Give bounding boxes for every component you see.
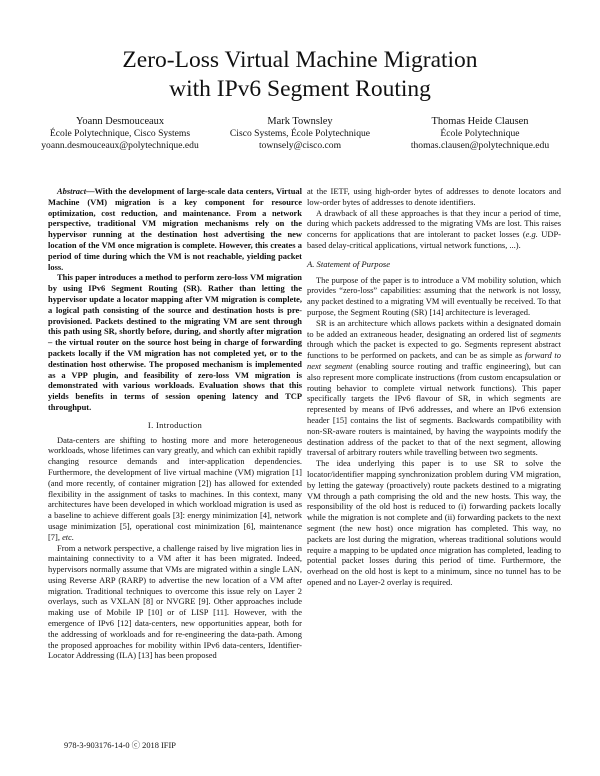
author-affiliation: Cisco Systems, École Polytechnique xyxy=(229,128,371,139)
abstract-paragraph-1 xyxy=(48,186,302,272)
right-paragraph-0: at the IETF, using high-order bytes of addresses to denote locators and low-order bytes of addresses to denote identifiers. xyxy=(307,186,561,207)
abstract xyxy=(48,186,302,413)
intro-paragraph-1 xyxy=(48,435,302,543)
left-column xyxy=(48,186,302,661)
subsection-heading: A. Statement of Purpose xyxy=(307,258,391,269)
right-paragraph-3 xyxy=(307,318,561,458)
abstract-paragraph-2: This paper introduces a method to perform zero-loss VM migration by using IPv6 Segment Routing (SR). Rather than letting the hypervisor update a locator mapping after VM migration is complete, a logical path consisting of the source and destination hosts is pre-provisioned. Packets destined to the migrating VM are sent through this path using SR, shortly before, during, and shortly after migration – the virtual router on the source host being in charge of forwarding packets locally if the VM migration has not completed yet, or to the destination host otherwise. The proposed mechanism is implemented as a VPP plugin, and feasibility of zero-loss VM migration is demonstrated with various workloads. Evaluation shows that this yields benefits in terms of session opening latency and TCP throughput. xyxy=(48,272,302,412)
right-forward: forward to next segment xyxy=(307,350,561,371)
title-line-1: Zero-Loss Virtual Machine Migration xyxy=(122,47,478,73)
author-3 xyxy=(390,116,570,152)
author-name: Thomas Heide Clausen xyxy=(431,116,529,127)
author-block xyxy=(30,116,570,152)
author-name: Yoann Desmouceaux xyxy=(75,116,165,127)
right-text-3b: through which the packet is expected to go. Segments represent abstract functions to be performed on packets, and can be as simple as xyxy=(307,339,561,361)
section-heading-introduction: I. Introduction xyxy=(147,419,203,430)
author-1 xyxy=(30,116,210,152)
author-affiliation: École Polytechnique xyxy=(440,128,520,139)
author-name: Mark Townsley xyxy=(267,116,333,127)
abstract-lead: Abstract xyxy=(57,186,87,196)
intro-paragraph-2: From a network perspective, a challenge raised by live migration lies in maintaining connectivity to a VM after it has been migrated. Indeed, hypervisors normally assume that VMs are migrated within a single LAN, using Reverse ARP (RARP) to advertise the new location of a VM after migration. Traditional techniques to overcome this issue rely on Layer 2 overlays, such as VXLAN [8] or NVGRE [9]. Other approaches include making use of Mobile IP [10] or of LISP [11]. However, with the emergence of IPv6 [12] data-centers, new opportunities appear, both for the addressing of workloads and for re-engineering the data-path. Among the proposed approaches for mobility within IPv6 data-centers, Identifier-Locator Addressing (ILA) [13] has been proposed xyxy=(48,542,302,661)
author-2 xyxy=(210,116,390,152)
right-eg: e.g. xyxy=(525,229,538,240)
right-text-1b: UDP-based delay-critical applications, virtual network functions, ...). xyxy=(307,229,561,250)
intro-etc: etc. xyxy=(62,531,75,542)
author-email: townsely@cisco.com xyxy=(258,140,342,151)
right-paragraph-4 xyxy=(307,458,561,588)
right-column xyxy=(307,186,561,588)
right-once: once xyxy=(420,544,437,555)
right-text-1a: A drawback of all these approaches is that they incur a period of time, during which packets addressed to the migrating VMs are lost. This raises concerns for applications that are intolerant to packet losses ( xyxy=(307,207,561,240)
author-email: thomas.clausen@polytechnique.edu xyxy=(410,140,550,151)
intro-text-1: Data-centers are shifting to hosting more and more heterogeneous workloads, whose lifetimes can vary greatly, and which can exhibit rapidly changing resource demands and inter-application dependencies. Furthermore, the development of live virtual machine (VM) migration [1] (and more recently, of container migration [2]) has allowed for extended flexibility in the assignment of tasks to machines. In this context, many architectures have been developed in which workload migration is used as a baseline to achieve different goals [3]: energy minimization [4], network usage minimization [5], operational cost minimization [6], maintenance [7], xyxy=(48,434,302,542)
right-paragraph-1 xyxy=(307,208,561,251)
right-text-3c: (enabling source routing and traffic engineering), but can also represent more complicate instructions (from custom encapsulation or routing behavior to complete virtual network functions). This paper specifically targets the IPv6 flavour of SR, in which segments are represented by means of IPv6 addresses, and where an IPv6 extension header [15] contains the list of segments. Backwards compatibility with non-SR-aware routers is maintained, by having the waypoints modify the destination address of the packet to that of the next segment, allowing traversal of arbitrary routers while travelling between two segments. xyxy=(307,360,561,458)
right-paragraph-2: The purpose of the paper is to introduce a VM mobility solution, which provides “zero-loss” capabilities: assuming that the network is not lossy, any packet destined to a migrating VM will eventually be received. To that purpose, the Segment Routing (SR) [14] architecture is leveraged. xyxy=(307,274,561,317)
right-text-4a: The idea underlying this paper is to use SR to solve the locator/identifier mapping synchronization problem during VM migration, by letting the gateway (proactively) route packets destined to a migrating VM through a path comprising the old and the new hosts. This way, the responsibility of the old host is reduced to (i) forwarding packets locally while the migration is not complete and (ii) forwarding packets to the next segment (the new host) once migration has completed. This way, no packets are lost during the migration, whereas traditional solutions would require a mapping to be updated xyxy=(307,458,561,555)
author-affiliation: École Polytechnique, Cisco Systems xyxy=(49,128,191,139)
author-email: yoann.desmouceaux@polytechnique.edu xyxy=(41,140,199,151)
abstract-text-1: —With the development of large-scale data centers, Virtual Machine (VM) migration is a key component for resource optimization, cost reduction, and maintenance. From a network perspective, traditional VM migration mechanisms rely on the hypervisor running at the destination host advertising the new location of the VM once migration is complete. However, this creates a period of time during which the VM is not reachable, yielding packet loss. xyxy=(48,186,302,272)
paper-title xyxy=(0,46,600,104)
right-text-4b: migration has completed, leading to potential packet losses during this period of time. Furthermore, the overhead on the old host is kept to a minimum, since no tunnel has to be opened and no Layer-2 overlay is required. xyxy=(307,544,561,587)
copyright-footer: 978-3-903176-14-0 ⓒ 2018 IFIP xyxy=(64,741,176,750)
right-segments: segments xyxy=(530,328,561,339)
right-text-3a: SR is an architecture which allows packets within a designated domain to be added an extraneous header, designating an ordered list of xyxy=(307,317,561,339)
title-line-2: with IPv6 Segment Routing xyxy=(169,76,431,102)
